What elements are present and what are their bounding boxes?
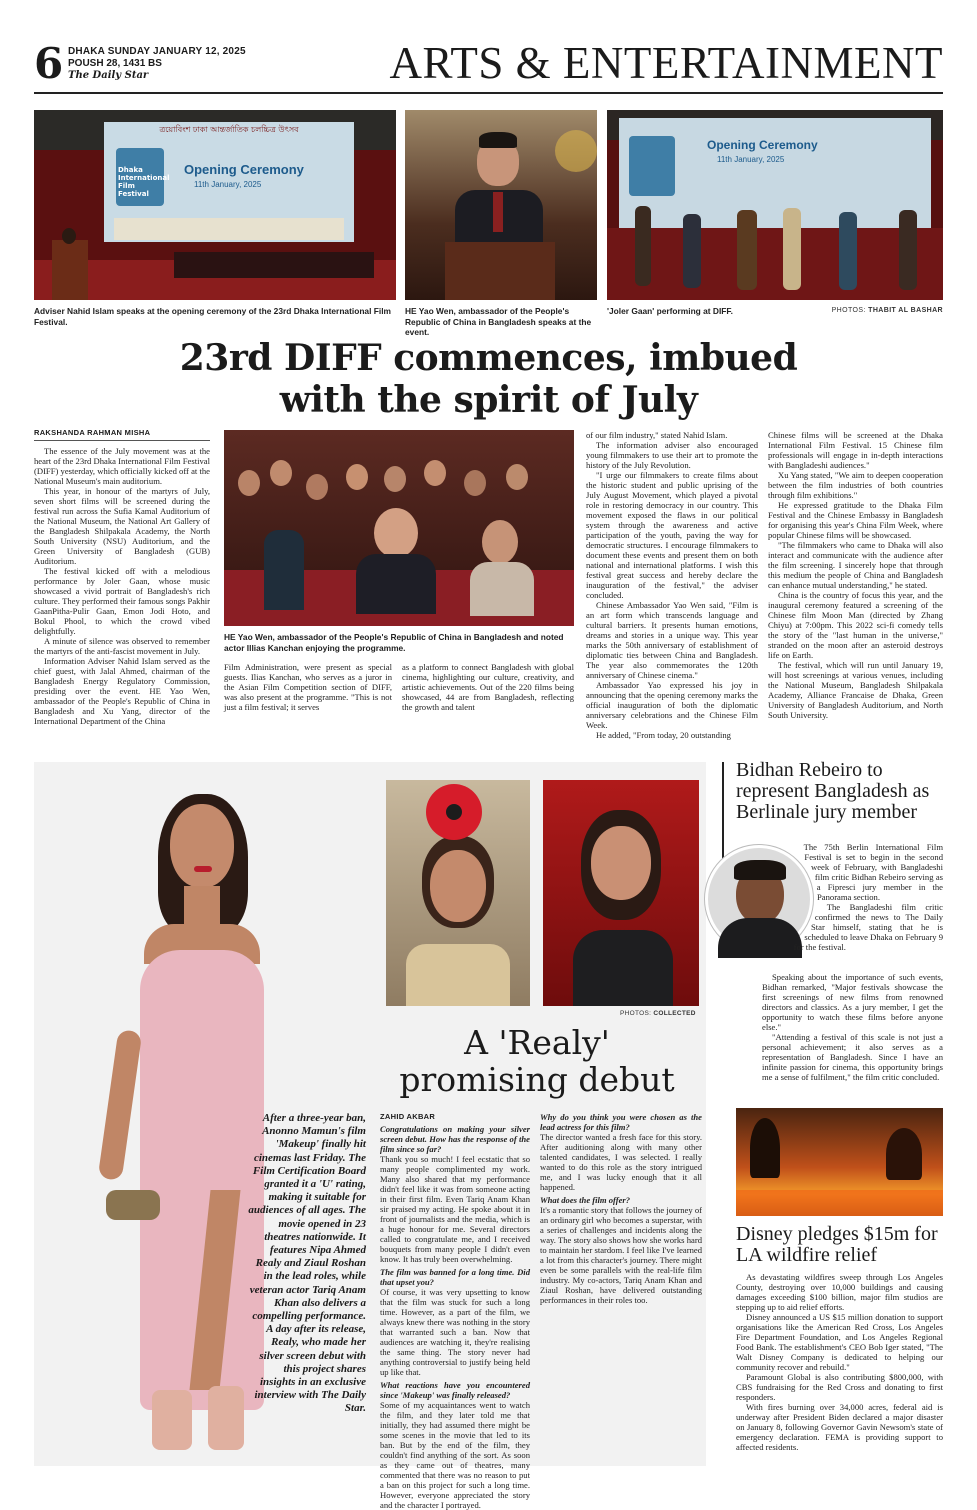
diff-paragraph: "The filmmakers who came to Dhaka will also interact and communicate with the audience after the film screening. I sincerely hope that through this medium the people of China and Bangladesh can enhance mutual understanding," he stated. [768, 540, 943, 590]
banner-date: 11th January, 2025 [194, 180, 262, 189]
realy-headline-line-2: promising debut [399, 1060, 675, 1099]
diff-paragraph: Information Adviser Nahid Islam served as the chief guest, with Jalal Ahmed, chairman of the Bangladesh Energy Regulatory Commission, presiding over the event. HE Yao Wen, ambassador of the People's Republic of China in Bangladesh and Xu Yang, director of the International Department of the China [34, 656, 210, 726]
diff-paragraph: A minute of silence was observed to remember the martyrs of the anti-fascist movement in July. [34, 636, 210, 656]
disney-headline: Disney pledges $15m for LA wildfire relief [736, 1223, 938, 1266]
interview-question: What does the film offer? [540, 1195, 631, 1205]
realy-column-1 [380, 1124, 530, 1510]
bidhan-headline: Bidhan Rebeiro to represent Bangladesh as Berlinale jury member [736, 759, 930, 823]
photo-ambassador-podium [405, 110, 597, 300]
diff-paragraph: Xu Yang stated, "We aim to deepen cooperation between the film industries of both countries through film exhibitions." [768, 470, 943, 500]
bidhan-text [762, 842, 943, 960]
realy-photo-credit [620, 1010, 696, 1017]
bidhan-paragraph: The 75th Berlin International Film Festival is set to begin in the second week of February, with Bangladeshi film critic Bidhan Rebeiro serving as a Fipresci jury member in the Panorama section. [803, 842, 943, 902]
photo-credit-label: PHOTOS: [831, 307, 866, 314]
interview-answer: The director wanted a fresh face for this story. After auditioning along with many other talented candidates, I was selected. I really wanted to do this role as the story intrigued me, and I was lucky enough that it all happened. [540, 1132, 702, 1192]
caption-joler-gaan: 'Joler Gaan' performing at DIFF. [607, 306, 733, 316]
photo-credit [832, 307, 943, 314]
page-number: 6 [34, 39, 64, 88]
interview-question: Why do you think you were chosen as the lead actress for this film? [540, 1112, 702, 1132]
diff-column-1 [34, 446, 210, 726]
diff-byline-rule [34, 440, 210, 441]
diff-headline [34, 337, 943, 421]
caption-audience: HE Yao Wen, ambassador of the People's Republic of China in Bangladesh and noted actor Illias Kanchan enjoying the programme. [224, 632, 564, 653]
sidebar-rule [722, 762, 724, 872]
diff-column-3 [586, 430, 758, 740]
disney-text [736, 1272, 943, 1452]
diff-paragraph: Chinese films will be screened at the Dhaka International Film Festival. 15 Chinese film professionals will engage in in-depth interactions with Bangladeshi audiences." [768, 430, 943, 470]
festival-logo-text: Dhaka International Film Festival [118, 166, 170, 198]
interview-answer: Of course, it was very upsetting to know that the film was stuck for such a long time. However, as a part of the film, we always knew there was nothing in the story that warranted such a ban. Now that audiences are watching it, they're realising the same thing. The story never had anything controversial to justify being held up like that. [380, 1287, 530, 1377]
photo-opening-ceremony-stage [34, 110, 396, 300]
diff-headline-line-2: with the spirit of July [279, 379, 698, 421]
interview-question: The film was banned for a long time. Did that upset you? [380, 1267, 530, 1287]
diff-paragraph: as a platform to connect Bangladesh with global cinema, highlighting our culture, creativity, and artistic achievements. Out of the 220 films being showcased, 44 are from Bangladesh, reflecting the growth and talent [402, 662, 574, 712]
bidhan-text-lower [762, 972, 943, 1082]
diff-paragraph: Film Administration, were present as special guests. Ilias Kanchan, who serves as a juror in the Asian Film Competition section of DIFF, was also present at the programme. "This is not just a film festival; it serves [224, 662, 392, 712]
banner-bangla-text: ত্রয়োবিংশ ঢাকা আন্তর্জাতিক চলচ্চিত্র উৎসব [159, 125, 299, 134]
diff-paragraph: "I urge our filmmakers to create films about the historic student and public uprising of the July August Movement, which played a pivotal role in restoring democracy in our country. This movement exposed the flaws in our political system through the awareness and active participation of the youth, paving the way for democratic structures. I encourage filmmakers to document these events and present them on both national and international platforms. I wish this festival great success and hereby declare the inauguration of the festival," the adviser concluded. [586, 470, 758, 600]
realy-column-2 [540, 1112, 702, 1305]
diff-paragraph: He added, "From today, 20 outstanding [596, 730, 731, 740]
realy-byline: ZAHID AKBAR [380, 1112, 436, 1121]
date-line: DHAKA SUNDAY JANUARY 12, 2025 [68, 46, 246, 57]
diff-column-4 [768, 430, 943, 720]
bidhan-paragraph: The Bangladeshi film critic confirmed the news to The Daily Star himself, stating that he is scheduled to leave Dhaka on February 9 for the festival. [793, 902, 943, 952]
bidhan-paragraph: Speaking about the importance of such events, Bidhan remarked, "Major festivals showcase the first screenings of new films from renowned directors and classics. As a jury member, I get the opportunity to watch these films before anyone else." [762, 972, 943, 1032]
diff-paragraph: The information adviser also encouraged young filmmakers to use their art to promote the history of the July Revolution. [586, 440, 758, 470]
diff-paragraph: This year, in honour of the martyrs of July, seven short films will be screened during the festival run across the Sufia Kamal Auditorium of the National Museum, the National Art Gallery of the Bangladesh Shilpakala Academy, the North South University (NSU) Auditorium, and the Green University of Bangladesh (GUB) Auditorium. [34, 486, 210, 566]
realy-photo-credit-label: PHOTOS: [620, 1010, 652, 1017]
photo-realy-red-flower [386, 780, 530, 1006]
interview-question: What reactions have you encountered since 'Makeup' was finally released? [380, 1380, 530, 1400]
diff-paragraph: The festival, which will run until January 19, will host screenings at various venues, including the National Museum, Bangladesh Shilpakala Academy, Alliance Francaise de Dhaka, Green University of Bangladesh Auditorium, and North South University. [768, 660, 943, 720]
diff-paragraph: of our film industry," stated Nahid Islam. [586, 430, 728, 440]
diff-paragraph: The festival kicked off with a melodious performance by Joler Gaan, whose music showcased a vivid portrait of Bangladesh's rich culture. They performed their famous songs Pakhir GaanPitha-Pulir Gaan, Emon Jodi Hoto, and Bokul Phool, to which the crowd vibed delightfully. [34, 566, 210, 636]
disney-paragraph: As devastating wildfires sweep through Los Angeles County, destroying over 10,000 buildings and causing damages exceeding $100 billion, major film studios are stepping up to aid relief efforts. [736, 1272, 943, 1312]
realy-intro: After a three-year ban, Anonno Mamun's film 'Makeup' finally hit cinemas last Friday. The Film Certification Board granted it a 'U' rating, making it suitable for audiences of all ages. The movie opened in 23 theatres nationwide. It features Nipa Ahmed Realy and Ziaul Roshan in the lead roles, while veteran actor Tariq Anam Khan also delivers a compelling performance. A day after its release, Realy, who made her silver screen debut with this project shares insights in an exclusive interview with The Daily Star. [248, 1112, 366, 1415]
section-title: ARTS & ENTERTAINMENT [389, 38, 943, 88]
diff-paragraph: Ambassador Yao expressed his joy in announcing that the opening ceremony marks the official inauguration of both the diplomatic anniversary celebrations and the Chinese Film Week. [586, 680, 758, 730]
disney-paragraph: Disney announced a US $15 million donation to support organisations like the American Red Cross, Los Angeles Fire Department Foundation, and Los Angeles Regional Food Bank. The establishment's CEO Bob Iger stated, "The Walt Disney Company is dedicated to helping our community recover and rebuild." [736, 1312, 943, 1372]
disney-paragraph: With fires burning over 34,000 acres, federal aid is underway after President Biden declared a major disaster on January 8, following Governor Gavin Newsom's state of emergency declaration. FEMA is providing support to affected residents. [736, 1402, 943, 1452]
caption-yao-wen: HE Yao Wen, ambassador of the People's Republic of China in Bangladesh speaks at the event. [405, 306, 592, 337]
banner-title: Opening Ceremony [184, 162, 304, 177]
realy-headline [368, 1024, 706, 1098]
date-line-bangla: POUSH 28, 1431 BS [68, 58, 162, 69]
interview-question: Congratulations on making your silver screen debut. How has the response of the film since so far? [380, 1124, 530, 1154]
realy-headline-line-1: A 'Realy' [464, 1023, 610, 1062]
photo-audience [224, 430, 574, 626]
diff-headline-line-1: 23rd DIFF commences, imbued [179, 337, 798, 379]
paper-logo: The Daily Star [68, 70, 149, 81]
diff-paragraph: The essence of the July movement was at the heart of the 23rd Dhaka International Film Festival (DIFF) yesterday, which officially kicked off at the National Museum's main auditorium. [34, 446, 210, 486]
caption-nahid-islam: Adviser Nahid Islam speaks at the opening ceremony of the 23rd Dhaka International Film Festival. [34, 306, 391, 327]
photo-la-wildfire [736, 1108, 943, 1216]
interview-answer: Some of my acquaintances went to watch the film, and they later told me that initially, they had assumed there might be some scenes in the movie that led to its ban. But by the end of the film, they couldn't find anything of the sort. As soon as they came out of theatres, many commented that there was no reason to put a ban on this project for such a long time. However, everyone appreciated the story and the character I portrayed. [380, 1400, 530, 1510]
masthead-rule [34, 92, 943, 94]
interview-answer: It's a romantic story that follows the journey of an ordinary girl who becomes a superstar, with a series of challenges and incidents along the way. The story also shows how she works hard to maintain her stardom. I feel like I've learned a lot from this character's journey. There might even be some parallels with the real-life film industry. My co-actors, Tariq Anam Khan and Ziaul Roshan, have delivered outstanding performances in their roles too. [540, 1205, 702, 1305]
diff-paragraph: Chinese Ambassador Yao Wen said, "Film is an art form which transcends language and cultural barriers. It presents human emotions, dreams and stories in a unique way. This year marks the 50th anniversary of establishment of diplomatic ties between China and Bangladesh. The year also commemorates the 120th anniversary of Chinese cinema." [586, 600, 758, 680]
diff-column-2 [224, 662, 392, 712]
interview-answer: Thank you so much! I feel ecstatic that so many people complimented my work. Many also shared that my performance didn't feel like it was from someone acting in their first film. Even Tariq Anam Khan sir praised my acting. He spoke about it in front of journalists and the media, which is a huge honour for me. Several directors called to congratulate me, and I received bouquets from many people I didn't even know. It has truly been overwhelming. [380, 1154, 530, 1264]
diff-column-2b [402, 662, 574, 712]
photo-joler-gaan-performance: Opening Ceremony 11th January, 2025 [607, 110, 943, 300]
realy-photo-credit-name: COLLECTED [653, 1010, 696, 1017]
photo-realy-red-background [543, 780, 699, 1006]
bidhan-paragraph: "Attending a festival of this scale is not just a personal achievement; it also serves as a representation of Bangladesh. Since I have an infinite passion for cinema, this opportunity brings me a sense of fulfilment," the film critic concluded. [762, 1032, 943, 1082]
diff-paragraph: He expressed gratitude to the Dhaka Film Festival and the Chinese Embassy in Bangladesh for organising this year's China Film Week, where popular Chinese films will be showcased. [768, 500, 943, 540]
photo-credit-name: THABIT AL BASHAR [868, 307, 943, 314]
diff-paragraph: China is the country of focus this year, and the inaugural ceremony featured a screening of the Chinese film Moon Man (directed by Zhang Chiyu) at 7:00pm. This 2022 sci-fi comedy tells the story of the "last human in the universe," stranded on the moon after an asteroid destroys life on Earth. [768, 590, 943, 660]
diff-byline: RAKSHANDA RAHMAN MISHA [34, 428, 151, 437]
disney-paragraph: Paramount Global is also contributing $800,000, with CBS fundraising for the Red Cross and donating to first responders. [736, 1372, 943, 1402]
